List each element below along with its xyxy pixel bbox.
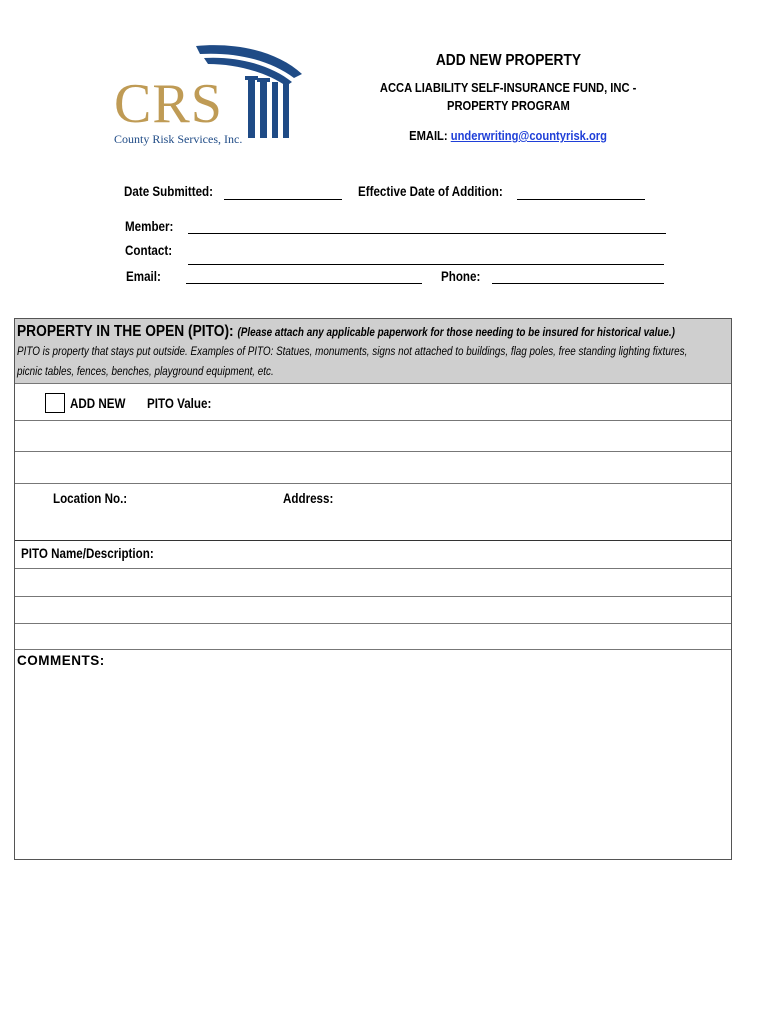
fund-name-line1: ACCA LIABILITY SELF-INSURANCE FUND, INC - (379, 80, 637, 95)
pito-note: (Please attach any applicable paperwork for those needing to be insured for historical value.) (237, 327, 675, 339)
effective-date-field[interactable] (517, 199, 645, 200)
pito-title: PROPERTY IN THE OPEN (PITO): (Please attach any applicable paperwork for those needing to be insured for historical value.) (17, 323, 675, 340)
phone-label: Phone: (441, 269, 481, 284)
pito-header (15, 319, 731, 384)
row-divider (15, 596, 731, 597)
address-label: Address: (283, 491, 334, 506)
email-field[interactable] (186, 283, 422, 284)
pito-section (14, 318, 732, 860)
pito-value-label: PITO Value: (147, 396, 212, 411)
logo-tagline: County Risk Services, Inc. (114, 132, 243, 146)
location-no-label: Location No.: (53, 491, 128, 506)
fund-name-line2: PROPERTY PROGRAM (446, 98, 570, 113)
row-divider (15, 420, 731, 421)
contact-field[interactable] (188, 264, 664, 265)
pito-description-line1: PITO is property that stays put outside. Examples of PITO: Statues, monuments, signs not attached to buildings, flag poles, free standing lighting fixtures, (17, 346, 688, 358)
comments-label: COMMENTS: (17, 653, 105, 668)
pito-name-description-label: PITO Name/Description: (21, 546, 154, 561)
row-divider (15, 649, 731, 650)
row-divider (15, 483, 731, 484)
add-new-checkbox[interactable] (45, 393, 65, 413)
crs-logo (108, 42, 308, 148)
date-submitted-field[interactable] (224, 199, 342, 200)
header-email (370, 128, 646, 143)
member-label: Member: (125, 219, 174, 234)
row-divider (15, 568, 731, 569)
email-link[interactable]: underwriting@countyrisk.org (450, 128, 607, 143)
email-label: EMAIL: (409, 128, 448, 143)
row-divider (15, 623, 731, 624)
phone-field[interactable] (492, 283, 664, 284)
logo-brand-text: CRS (114, 73, 223, 135)
page-title: ADD NEW PROPERTY (435, 52, 581, 69)
add-new-label: ADD NEW (70, 396, 126, 411)
comments-area[interactable] (15, 675, 731, 857)
date-submitted-label: Date Submitted: (124, 184, 214, 199)
pito-description-line2: picnic tables, fences, benches, playground equipment, etc. (17, 366, 274, 378)
effective-date-label: Effective Date of Addition: (358, 184, 503, 199)
member-field[interactable] (188, 233, 666, 234)
row-divider (15, 451, 731, 452)
email-field-label: Email: (126, 269, 161, 284)
contact-label: Contact: (125, 243, 173, 258)
row-divider (15, 540, 731, 541)
